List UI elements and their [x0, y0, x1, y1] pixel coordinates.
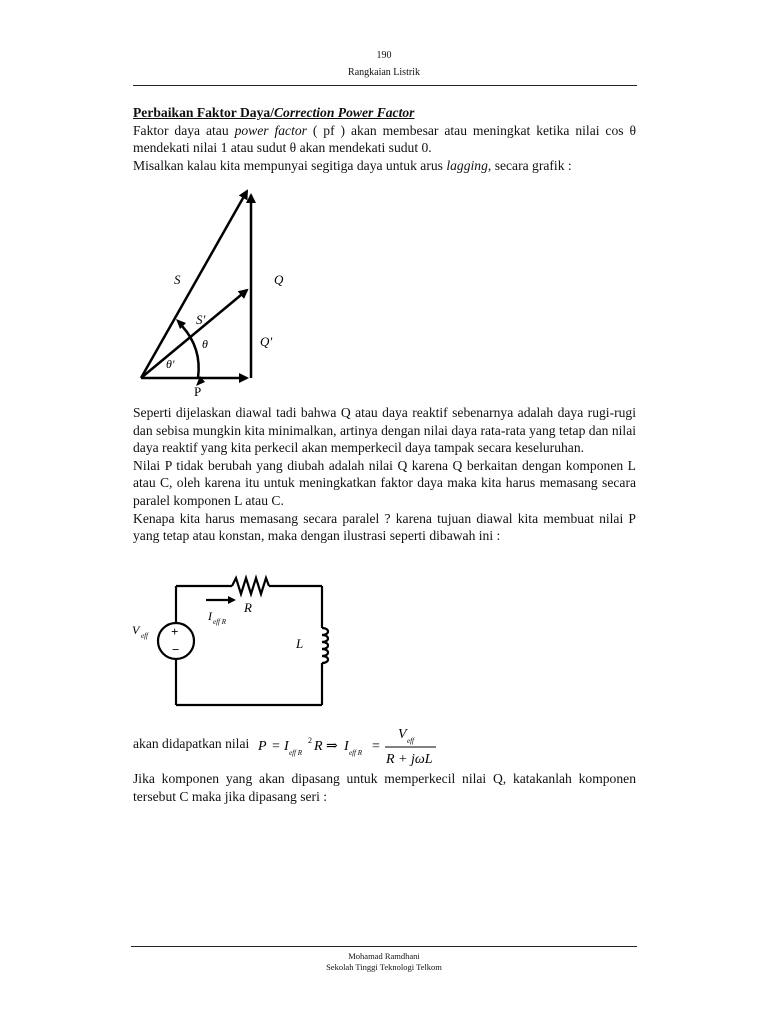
- inductor-symbol: [322, 628, 328, 663]
- intro-p2-term: lagging: [446, 157, 488, 173]
- current-label: I: [208, 609, 212, 623]
- source-label: V: [132, 623, 140, 637]
- formula-i-2: I: [344, 739, 349, 754]
- label-theta-prime: θ': [166, 357, 175, 371]
- label-s-prime: S': [196, 312, 206, 327]
- intro-p1-text-a: Faktor daya atau: [133, 122, 235, 138]
- formula-lead-in: akan didapatkan nilai: [133, 736, 250, 751]
- intro-paragraph-2: [133, 157, 636, 175]
- paragraph-reactive-power: Seperti dijelaskan diawal tadi bahwa Q atau daya reaktif sebenarnya adalah daya rugi-rugi dan sebisa mungkin kita minimalkan, artinya dengan nilai daya rata-rata yang tetap dan nilai daya reaktif yang kita perkecil akan memperkecil daya tampak secara keseluruhan.: [133, 405, 636, 456]
- source-minus-sign: −: [172, 642, 180, 657]
- intro-p2-text-a: Misalkan kalau kita mempunyai segitiga daya untuk arus: [133, 157, 447, 173]
- intro-paragraph-1: [133, 122, 636, 157]
- closing-block: [133, 770, 636, 805]
- label-s: S: [174, 272, 181, 287]
- header-rule: [133, 85, 637, 86]
- resistor-symbol: [232, 578, 269, 594]
- power-triangle-diagram: [130, 180, 300, 402]
- s-prime-vector: [141, 290, 247, 378]
- source-plus-sign: +: [171, 624, 179, 639]
- rl-circuit-diagram: [128, 568, 338, 714]
- footer-rule: [131, 946, 637, 947]
- paragraph-why-parallel: Kenapa kita harus memasang secara paralel ? karena tujuan diawal kita membuat nilai P yang tetap atau konstan, maka dengan ilustrasi seperti dibawah ini :: [133, 510, 636, 544]
- intro-p1-term: power factor: [234, 122, 307, 138]
- formula-sub-1: eff R: [289, 749, 303, 757]
- current-arrow-icon: [228, 596, 236, 604]
- inductor-label: L: [296, 636, 304, 651]
- intro-block: [133, 104, 636, 174]
- formula-p: P: [258, 739, 267, 754]
- section-title-english: Correction Power Factor: [273, 105, 415, 120]
- paragraph-p-constant: Nilai P tidak berubah yang diubah adalah nilai Q karena Q berkaitan dengan komponen L atau C, oleh karena itu untuk meningkatkan faktor daya maka kita harus memasang secara paralel komponen L atau C.: [133, 457, 636, 508]
- label-q: Q: [274, 272, 284, 287]
- chapter-title: Rangkaian Listrik: [348, 67, 420, 78]
- label-p: P: [194, 384, 202, 399]
- formula-numerator: V: [398, 727, 407, 742]
- formula-r: R: [314, 739, 323, 754]
- label-theta: θ: [202, 337, 208, 351]
- intro-p1-text-b: ( pf ) akan membesar atau meningkat ketika nilai cos θ mendekati nilai 1 atau sudut θ akan mendekati sudut 0.: [133, 122, 636, 156]
- footer-author: Mohamad Ramdhani: [348, 951, 420, 961]
- formula-equals-2: =: [372, 739, 380, 754]
- page-number: 190: [376, 50, 392, 61]
- s-vector: [141, 191, 247, 378]
- formula-numerator-sub: eff: [407, 737, 414, 745]
- formula-implies: ⇒: [326, 739, 338, 754]
- current-label-sub: eff R: [213, 618, 227, 626]
- section-title: [133, 104, 636, 122]
- formula-i-1: I: [284, 739, 289, 754]
- formula-equals-1: =: [272, 739, 280, 754]
- section-title-main: Perbaikan Faktor Daya/: [133, 105, 274, 120]
- formula-equation: [256, 724, 446, 768]
- paragraph-series-c: Jika komponen yang akan dipasang untuk memperkecil nilai Q, katakanlah komponen tersebut C maka jika dipasang seri :: [133, 771, 636, 804]
- body-block: [133, 404, 636, 545]
- formula-sup-2: 2: [308, 736, 312, 745]
- source-label-sub: eff: [141, 632, 148, 640]
- resistor-label: R: [244, 600, 252, 615]
- intro-p2-text-b: , secara grafik :: [487, 157, 572, 173]
- footer-institution: Sekolah Tinggi Teknologi Telkom: [326, 962, 442, 972]
- formula-denominator: R + jωL: [386, 752, 433, 767]
- formula-sub-2: eff R: [349, 749, 363, 757]
- label-q-prime: Q': [260, 334, 273, 349]
